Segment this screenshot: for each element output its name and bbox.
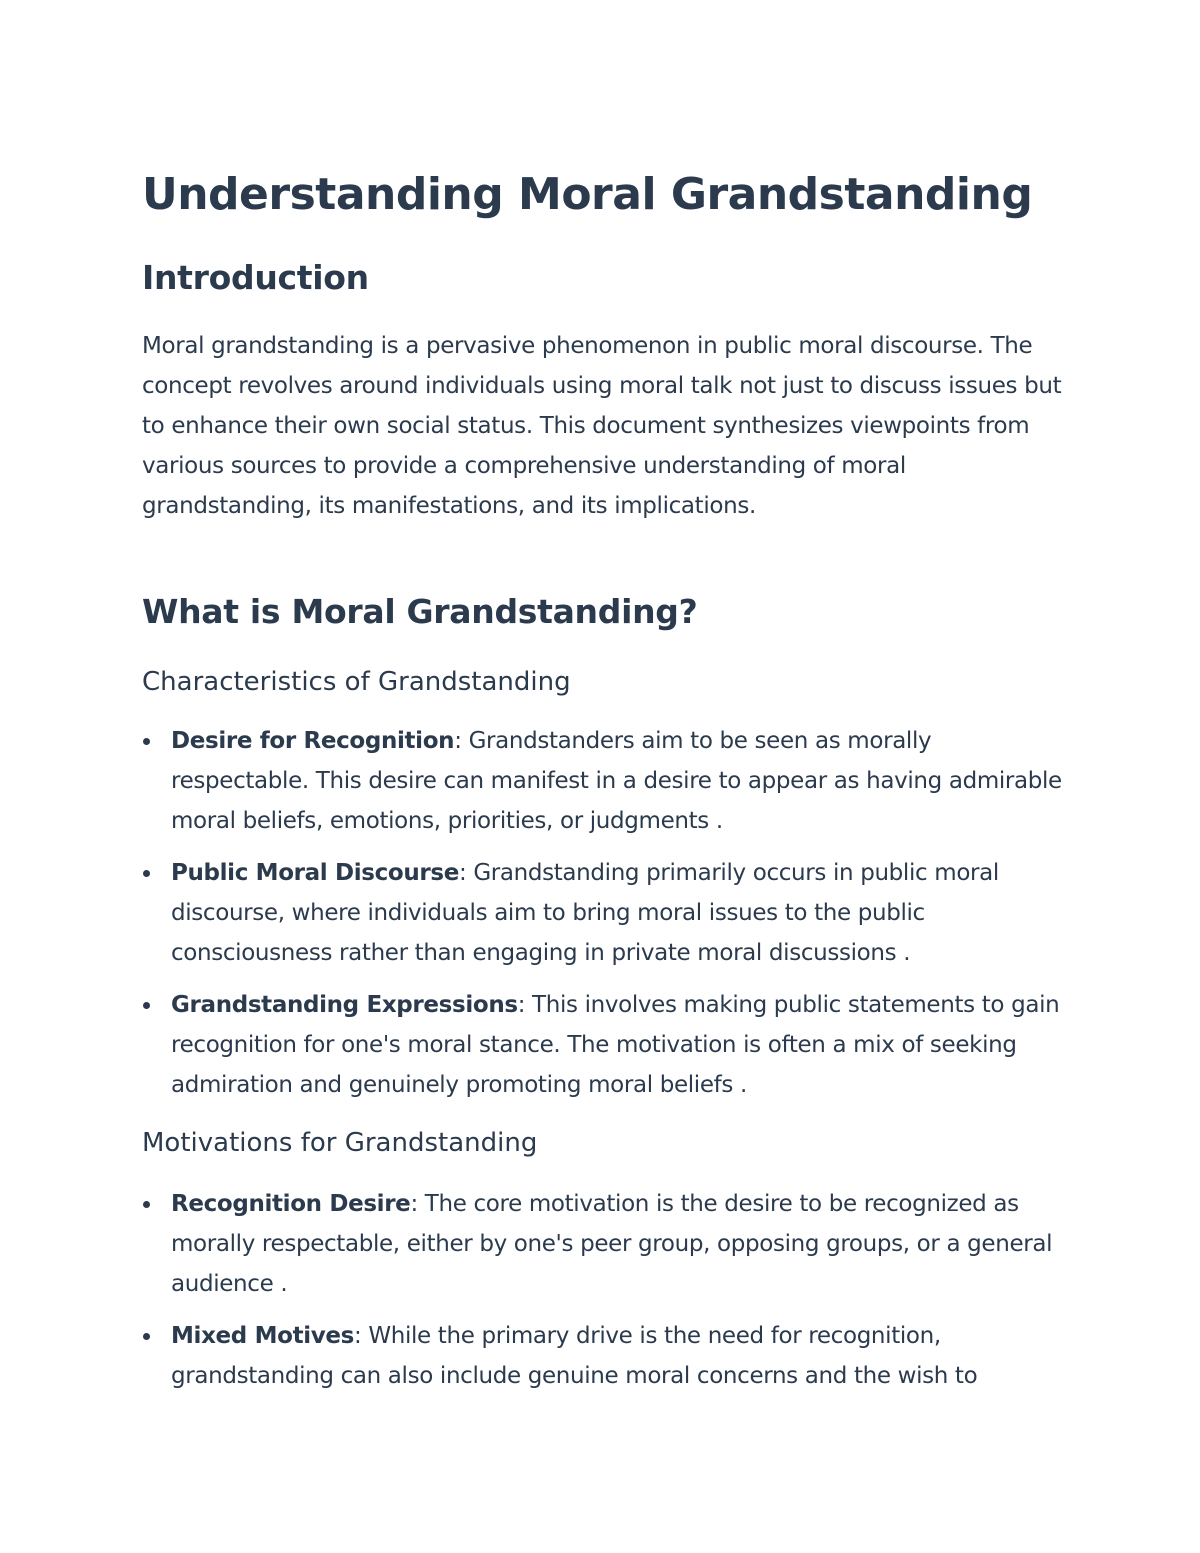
list-item-term: Public Moral Discourse — [171, 860, 459, 886]
list-item — [142, 721, 1067, 841]
list-item-term: Mixed Motives — [171, 1323, 354, 1349]
list-item — [142, 853, 1067, 973]
bullet-icon — [143, 1333, 150, 1340]
list-item — [142, 1316, 1067, 1396]
list-item — [142, 985, 1067, 1105]
characteristics-heading: Characteristics of Grandstanding — [142, 667, 571, 697]
list-item-text: : While the primary drive is the need for recognition, grandstanding can also include genuine moral concerns and the wish to — [171, 1323, 978, 1389]
list-item — [142, 1184, 1067, 1304]
list-item-text: : Grandstanders aim to be seen as morally respectable. This desire can manifest in a desire to appear as having admirable moral beliefs, emotions, priorities, or judgments . — [171, 728, 1062, 834]
motivations-list — [142, 1184, 1067, 1408]
bullet-icon — [143, 1201, 150, 1208]
characteristics-list — [142, 721, 1067, 1117]
introduction-paragraph: Moral grandstanding is a pervasive phenomenon in public moral discourse. The concept revolves around individuals using moral talk not just to discuss issues but to enhance their own social status. This document synthesizes viewpoints from various sources to provide a comprehensive understanding of moral grandstanding, its manifestations, and its implications. — [142, 333, 1062, 519]
list-item-text: : Grandstanding primarily occurs in public moral discourse, where individuals aim to bring moral issues to the public consciousness rather than engaging in private moral discussions . — [171, 860, 999, 966]
motivations-heading: Motivations for Grandstanding — [142, 1128, 538, 1158]
list-item-text: : This involves making public statements to gain recognition for one's moral stance. The motivation is often a mix of seeking admiration and genuinely promoting moral beliefs . — [171, 992, 1060, 1098]
bullet-icon — [143, 870, 150, 877]
document-title: Understanding Moral Grandstanding — [142, 169, 1033, 220]
what-is-heading: What is Moral Grandstanding? — [142, 592, 698, 631]
list-item-text: : The core motivation is the desire to be recognized as morally respectable, either by one's peer group, opposing groups, or a general audience . — [171, 1191, 1053, 1297]
list-item-term: Grandstanding Expressions — [171, 992, 518, 1018]
bullet-icon — [143, 1002, 150, 1009]
list-item-term: Desire for Recognition — [171, 728, 455, 754]
bullet-icon — [143, 738, 150, 745]
list-item-term: Recognition Desire — [171, 1191, 411, 1217]
introduction-heading: Introduction — [142, 258, 369, 297]
